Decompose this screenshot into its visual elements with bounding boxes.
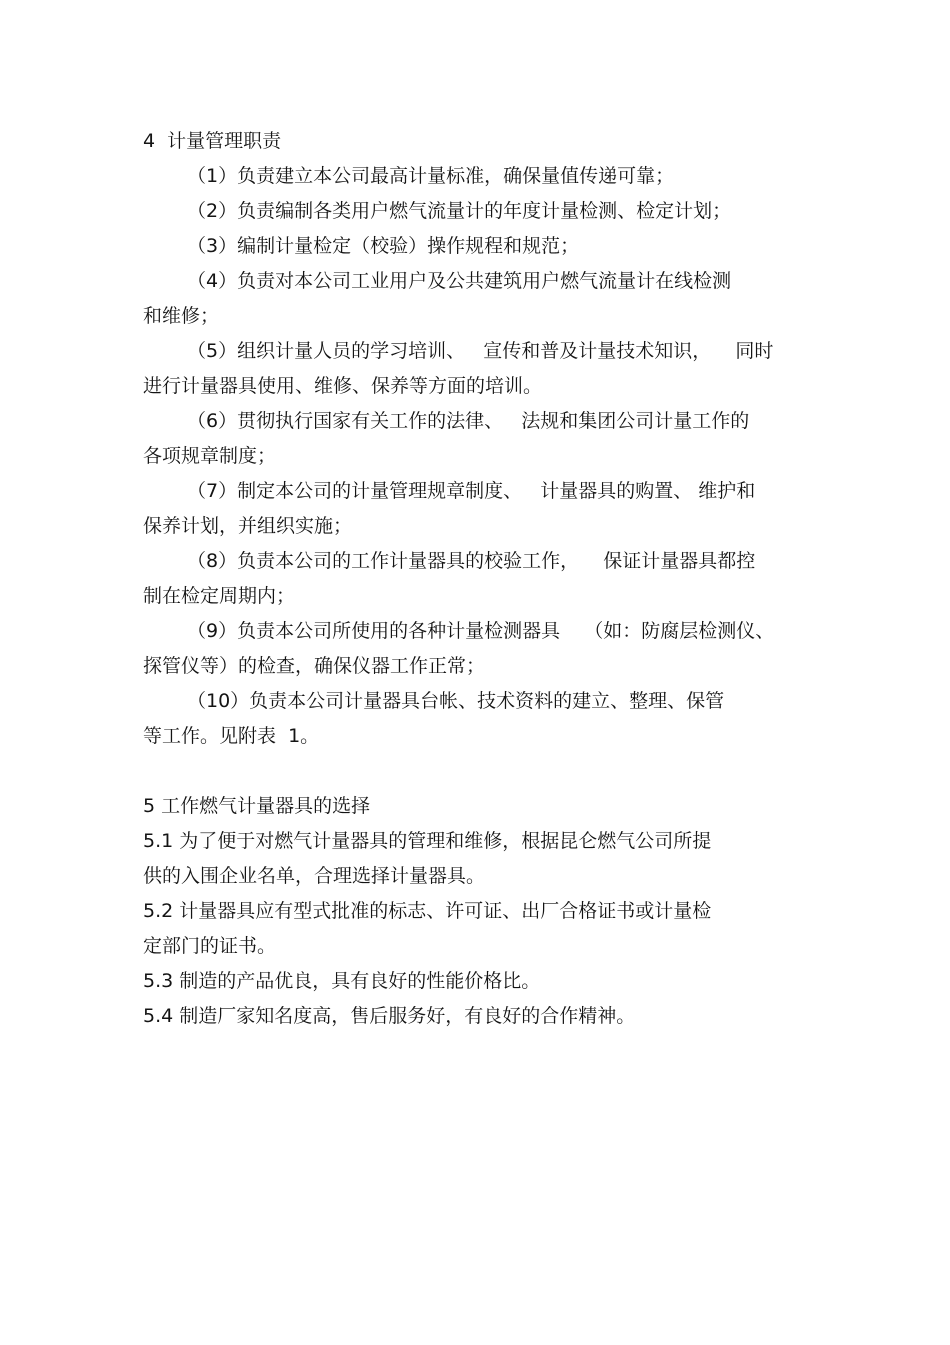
duty-item — [143, 229, 813, 264]
duty-item — [143, 614, 813, 684]
document-body — [143, 124, 813, 1034]
duty-item-continuation: 探管仪等）的检查，确保仪器工作正常； — [143, 655, 486, 677]
selection-item-continuation: 定部门的证书。 — [143, 935, 277, 957]
duty-item-line: （8）负责本公司的工作计量器具的校验工作， 保证计量器具都控 — [187, 550, 756, 572]
duty-item-line: （6）贯彻执行国家有关工作的法律、 法规和集团公司计量工作的 — [187, 410, 750, 432]
duty-item-line: （4）负责对本公司工业用户及公共建筑用户燃气流量计在线检测 — [187, 270, 732, 292]
duty-item — [143, 264, 813, 334]
section-5 — [143, 789, 813, 1034]
section-4 — [143, 124, 813, 754]
duty-item-continuation: 保养计划，并组织实施； — [143, 515, 353, 537]
duty-item — [143, 474, 813, 544]
duty-item-line: （5）组织计量人员的学习培训、 宣传和普及计量技术知识， 同时 — [187, 340, 774, 362]
selection-item-line: 5.1 为了便于对燃气计量器具的管理和维修，根据昆仑燃气公司所提 — [143, 830, 712, 852]
selection-item-line: 5.4 制造厂家知名度高，售后服务好，有良好的合作精神。 — [143, 1005, 636, 1027]
duty-item — [143, 404, 813, 474]
duty-item-line: （2）负责编制各类用户燃气流量计的年度计量检测、检定计划； — [187, 200, 732, 222]
selection-item — [143, 894, 813, 964]
selection-item-continuation: 供的入围企业名单，合理选择计量器具。 — [143, 865, 486, 887]
selection-item — [143, 999, 813, 1034]
duty-item-continuation: 和维修； — [143, 305, 220, 327]
duty-item-line: （3）编制计量检定（校验）操作规程和规范； — [187, 235, 580, 257]
duty-item-line: （10）负责本公司计量器具台帐、技术资料的建立、整理、保管 — [187, 690, 725, 712]
duty-item-continuation: 制在检定周期内； — [143, 585, 296, 607]
section-heading: 5 工作燃气计量器具的选择 — [143, 795, 371, 817]
duty-item — [143, 334, 813, 404]
duty-item — [143, 684, 813, 754]
duty-item-continuation: 各项规章制度； — [143, 445, 277, 467]
section-heading: 4 计量管理职责 — [143, 130, 282, 152]
section-spacer — [143, 754, 813, 789]
selection-item-line: 5.3 制造的产品优良，具有良好的性能价格比。 — [143, 970, 541, 992]
selection-item — [143, 824, 813, 894]
duty-item-line: （7）制定本公司的计量管理规章制度、 计量器具的购置、 维护和 — [187, 480, 756, 502]
duty-item — [143, 159, 813, 194]
duty-item — [143, 194, 813, 229]
duty-item-line: （9）负责本公司所使用的各种计量检测器具 （如：防腐层检测仪、 — [187, 620, 775, 642]
duty-item — [143, 544, 813, 614]
duty-item-line: （1）负责建立本公司最高计量标准，确保量值传递可靠； — [187, 165, 675, 187]
duty-item-continuation: 进行计量器具使用、维修、保养等方面的培训。 — [143, 375, 543, 397]
duty-item-continuation: 等工作。见附表 1。 — [143, 725, 320, 747]
selection-item-line: 5.2 计量器具应有型式批准的标志、许可证、出厂合格证书或计量检 — [143, 900, 712, 922]
selection-item — [143, 964, 813, 999]
